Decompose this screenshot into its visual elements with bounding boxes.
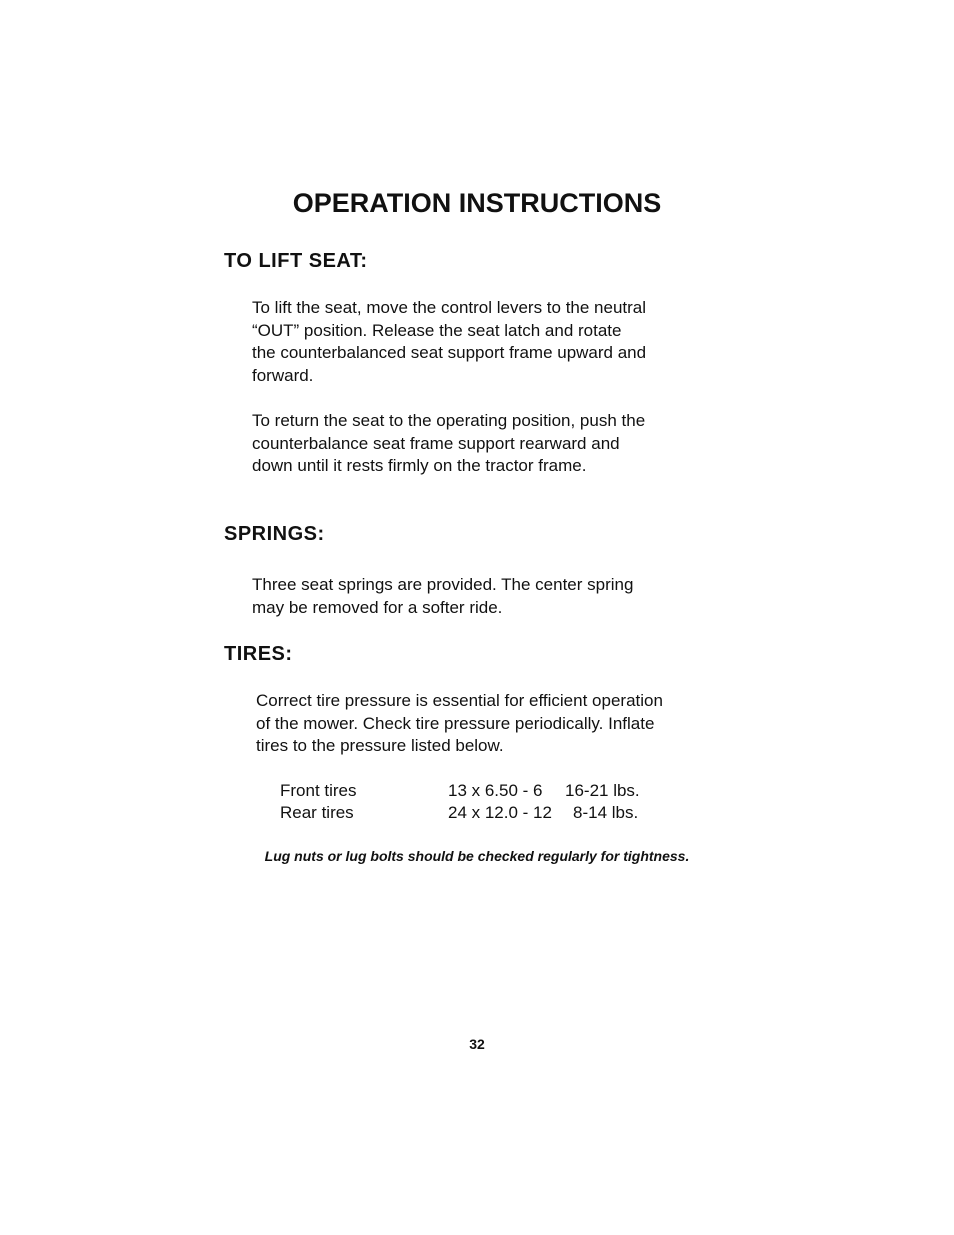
page-number: 32 bbox=[469, 1036, 485, 1052]
text-line: the counterbalanced seat support frame upward and bbox=[252, 343, 647, 363]
tires-paragraph bbox=[256, 690, 663, 758]
tire-size: 24 x 12.0 - 12 bbox=[448, 803, 552, 822]
lift-seat-paragraph-1 bbox=[252, 297, 646, 387]
springs-paragraph bbox=[252, 574, 633, 619]
tire-size-front bbox=[448, 780, 543, 802]
text-line: may be removed for a softer ride. bbox=[252, 597, 503, 617]
text-line: To return the seat to the operating position, push the bbox=[252, 411, 646, 430]
text-line: counterbalance seat frame support rearward and bbox=[252, 433, 620, 453]
page-title: OPERATION INSTRUCTIONS bbox=[292, 188, 662, 218]
text-line: To lift the seat, move the control levers to the neutral bbox=[252, 298, 647, 317]
lift-seat-paragraph-2 bbox=[252, 410, 645, 478]
lug-nut-note: Lug nuts or lug bolts should be checked regularly for tightness. bbox=[264, 848, 690, 864]
text-line: of the mower. Check tire pressure periodically. Inflate bbox=[256, 713, 655, 733]
tire-pressure-rear bbox=[573, 802, 638, 824]
tire-label: Rear tires bbox=[280, 803, 354, 822]
tire-size: 13 x 6.50 - 6 bbox=[448, 781, 543, 800]
tire-pressure: 8-14 lbs. bbox=[573, 803, 639, 822]
springs-heading: SPRINGS: bbox=[224, 523, 325, 545]
tire-label: Front tires bbox=[280, 781, 357, 800]
tire-size-rear bbox=[448, 802, 552, 824]
tire-row-front bbox=[280, 780, 357, 802]
tires-heading: TIRES: bbox=[224, 643, 293, 665]
text-line: down until it rests firmly on the tractor frame. bbox=[252, 456, 587, 476]
text-line: “OUT” position. Release the seat latch and rotate bbox=[252, 320, 622, 340]
text-line: tires to the pressure listed below. bbox=[256, 736, 504, 756]
tire-pressure-front bbox=[565, 780, 640, 802]
tire-pressure: 16-21 lbs. bbox=[565, 781, 640, 800]
tire-row-rear bbox=[280, 802, 354, 824]
text-line: Correct tire pressure is essential for efficient operation bbox=[256, 691, 663, 710]
lift-seat-heading: TO LIFT SEAT: bbox=[224, 250, 368, 272]
text-line: forward. bbox=[252, 365, 314, 385]
text-line: Three seat springs are provided. The center spring bbox=[252, 575, 634, 594]
